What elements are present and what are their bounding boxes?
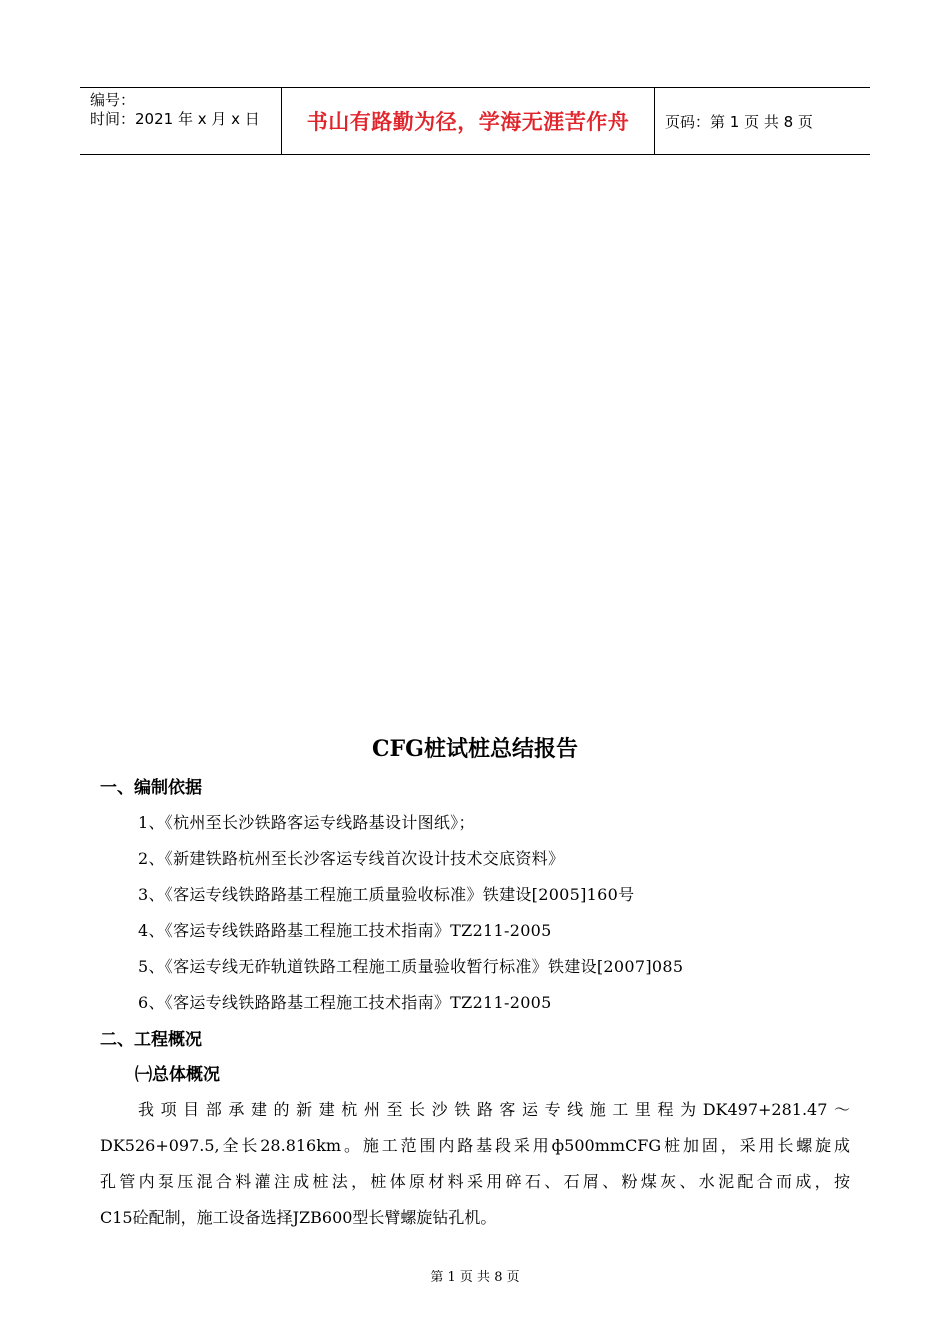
basis-item-2: 2、《新建铁路杭州至长沙客运专线首次设计技术交底资料》: [138, 849, 565, 868]
subsection-heading-general: ㈠总体概况: [135, 1065, 220, 1085]
section-heading-overview: 二、工程概况: [100, 1030, 202, 1050]
overview-paragraph-line-3: 孔管内泵压混合料灌注成桩法，桩体原材料采用碎石、石屑、粉煤灰、水泥配合而成，按: [100, 1172, 850, 1191]
header-page-info: 页码：第 1 页 共 8 页: [665, 112, 813, 131]
overview-paragraph-line-2: DK526+097.5,全长28.816km。施工范围内路基段采用ф500mmCFG桩加固，采用长螺旋成: [100, 1136, 850, 1155]
document-number-label: 编号：: [90, 91, 136, 109]
basis-item-6: 6、《客运专线铁路路基工程施工技术指南》TZ211-2005: [138, 993, 552, 1012]
page-header: [80, 87, 870, 155]
document-time-label: 时间：2021 年 x 月 x 日: [90, 110, 260, 128]
overview-paragraph-line-4: C15砼配制，施工设备选择JZB600型长臂螺旋钻孔机。: [100, 1208, 497, 1227]
basis-item-1: 1、《杭州至长沙铁路客运专线路基设计图纸》；: [138, 813, 475, 832]
page-footer: 第 1 页 共 8 页: [430, 1270, 520, 1285]
header-meta: [80, 88, 281, 154]
basis-item-3: 3、《客运专线铁路路基工程施工质量验收标准》铁建设[2005]160号: [138, 885, 635, 904]
report-title: CFG桩试桩总结报告: [372, 736, 578, 762]
header-motto: 书山有路勤为径，学海无涯苦作舟: [281, 88, 655, 154]
section-heading-basis: 一、编制依据: [100, 778, 202, 798]
basis-item-5: 5、《客运专线无砟轨道铁路工程施工质量验收暂行标准》铁建设[2007]085: [138, 957, 684, 976]
overview-paragraph-line-1: 我项目部承建的新建杭州至长沙铁路客运专线施工里程为DK497+281.47～: [138, 1100, 850, 1119]
basis-item-4: 4、《客运专线铁路路基工程施工技术指南》TZ211-2005: [138, 921, 552, 940]
